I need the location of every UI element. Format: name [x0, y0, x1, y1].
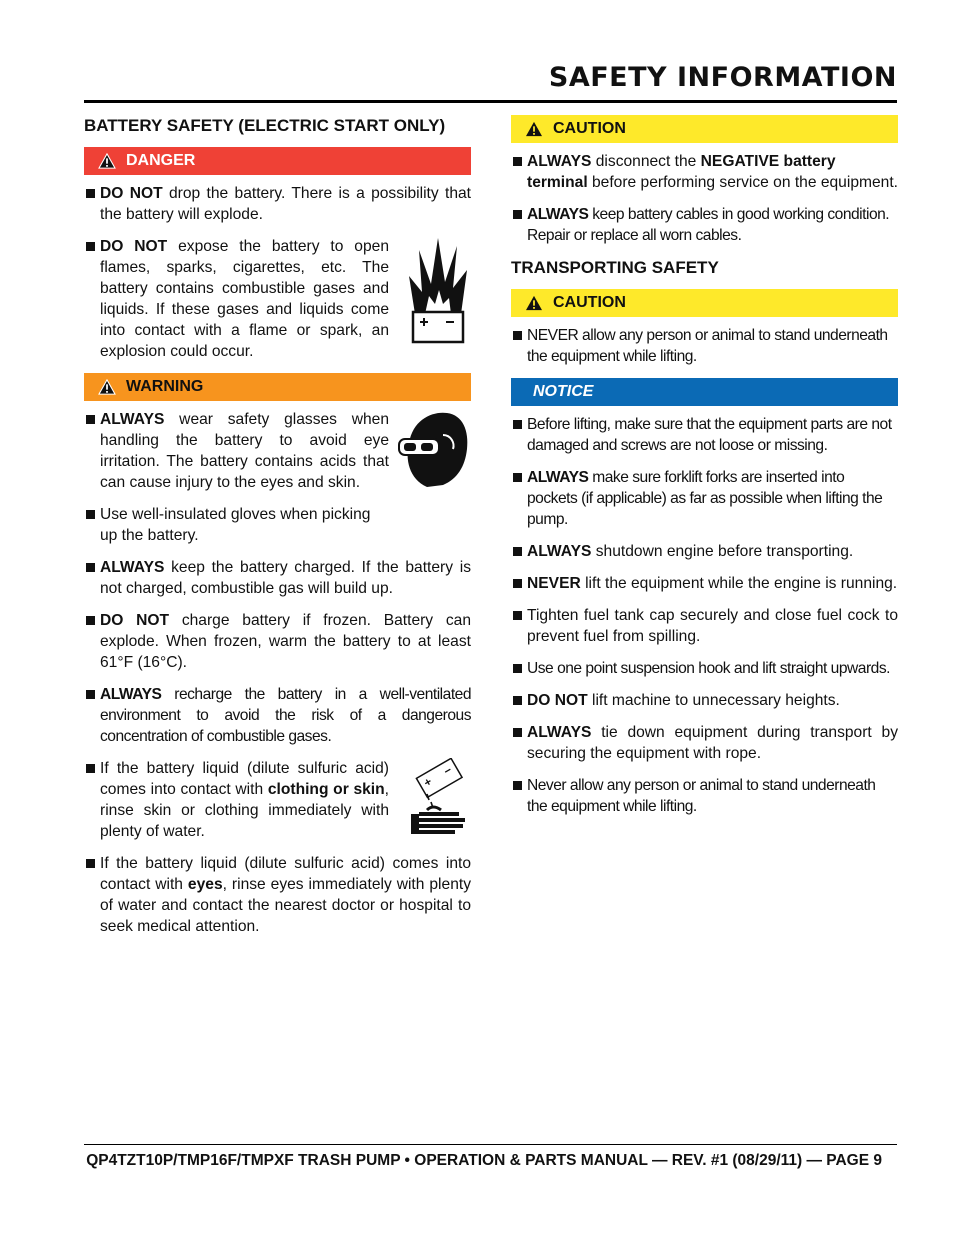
bullet-square-icon — [86, 764, 95, 773]
item-emphasis: ALWAYS — [527, 724, 592, 741]
list-item — [511, 325, 898, 367]
bullet-square-icon — [86, 859, 95, 868]
bullet-square-icon — [513, 728, 522, 737]
caution-banner — [511, 115, 898, 143]
battery-explosion-icon — [405, 236, 471, 348]
item-text: Before lifting, make sure that the equipment parts are not damaged and screws are not loose or missing. — [527, 416, 892, 454]
item-text: , rinse skin or clothing immediately with plenty of water. — [100, 781, 389, 840]
right-column — [511, 112, 898, 828]
list-item — [84, 409, 471, 493]
list-item — [511, 573, 898, 594]
item-text: Never allow any person or animal to stand underneath the equipment while lifting. — [527, 777, 876, 815]
list-item — [84, 236, 471, 362]
notice-banner — [511, 378, 898, 406]
warning-triangle-icon — [525, 121, 543, 137]
bullet-square-icon — [86, 510, 95, 519]
item-text: shutdown engine before transporting. — [591, 543, 854, 560]
item-text: lift the equipment while the engine is running. — [580, 575, 898, 592]
item-emphasis: ALWAYS — [100, 559, 165, 576]
left-column — [84, 112, 471, 948]
warning-label: WARNING — [126, 378, 204, 395]
list-item — [511, 151, 898, 193]
list-item — [511, 775, 898, 817]
bullet-square-icon — [513, 579, 522, 588]
bullet-square-icon — [86, 415, 95, 424]
bullet-square-icon — [86, 616, 95, 625]
item-emphasis: ALWAYS — [100, 686, 162, 703]
bullet-square-icon — [86, 563, 95, 572]
item-text: keep battery cables in good working condition. Repair or replace all worn cables. — [527, 206, 890, 244]
item-text: expose the battery to open flames, sparks, cigarettes, etc. The battery contains combustible gases and liquids. If these gases and liquids come into contact with a flame or spark, an explosion could occur. — [100, 238, 389, 360]
list-item — [511, 204, 898, 246]
warning-banner — [84, 373, 471, 401]
item-emphasis: ALWAYS — [100, 411, 165, 428]
danger-label: DANGER — [126, 152, 196, 169]
list-item — [511, 541, 898, 562]
page-title: SAFETY INFORMATION — [548, 62, 897, 93]
item-text: before performing service on the equipment. — [587, 174, 898, 191]
item-text: tie down equipment during transport by securing the equipment with rope. — [527, 724, 898, 762]
list-item — [511, 467, 898, 530]
bullet-square-icon — [513, 157, 522, 166]
list-item — [511, 414, 898, 456]
footer-divider — [84, 1144, 897, 1145]
list-item — [511, 722, 898, 764]
bullet-square-icon — [86, 690, 95, 699]
item-emphasis: eyes — [187, 876, 223, 893]
bullet-square-icon — [513, 781, 522, 790]
transporting-safety-heading: TRANSPORTING SAFETY — [511, 258, 719, 277]
item-text: disconnect the — [591, 153, 701, 170]
item-text: If the battery liquid (dilute sulfuric acid) comes into contact with — [100, 760, 389, 798]
warning-triangle-icon — [98, 379, 116, 395]
item-text: recharge the battery in a well-ventilated environment to avoid the risk of a dangerous concentration of combustible gases. — [100, 686, 471, 745]
item-text: Tighten fuel tank cap securely and close fuel cock to prevent fuel from spilling. — [527, 607, 898, 645]
battery-safety-heading: BATTERY SAFETY (ELECTRIC START ONLY) — [84, 116, 446, 135]
bullet-square-icon — [513, 420, 522, 429]
item-emphasis: DO NOT — [100, 612, 170, 629]
item-text: Use well-insulated gloves when picking up the battery. — [100, 506, 371, 544]
item-emphasis: DO NOT — [100, 185, 163, 202]
item-text: drop the battery. There is a possibility that the battery will explode. — [100, 185, 472, 223]
safety-glasses-icon — [397, 409, 471, 489]
item-text: make sure forklift forks are inserted into pockets (if applicable) as far as possible when lifting the pump. — [527, 469, 883, 528]
item-emphasis: DO NOT — [100, 238, 168, 255]
item-emphasis: ALWAYS — [527, 206, 589, 223]
item-text: wear safety glasses when handling the battery to avoid eye irritation. The battery contains acids that can cause injury to the eyes and skin. — [100, 411, 389, 491]
list-item — [84, 758, 471, 842]
item-emphasis: DO NOT — [527, 692, 588, 709]
item-emphasis: ALWAYS — [527, 153, 592, 170]
bullet-square-icon — [513, 611, 522, 620]
item-emphasis: ALWAYS — [527, 543, 592, 560]
list-item — [511, 690, 898, 711]
item-text: NEVER allow any person or animal to stand underneath the equipment while lifting. — [527, 327, 888, 365]
caution-banner — [511, 289, 898, 317]
list-item — [84, 684, 471, 747]
page-footer: QP4TZT10P/TMP16F/TMPXF TRASH PUMP • OPERATION & PARTS MANUAL — REV. #1 (08/29/11) — PAGE 9 — [86, 1152, 882, 1169]
caution-label: CAUTION — [553, 294, 626, 311]
list-item — [511, 605, 898, 647]
list-item — [84, 557, 471, 599]
bullet-square-icon — [86, 242, 95, 251]
item-emphasis: NEGATIVE battery terminal — [527, 153, 836, 191]
bullet-square-icon — [513, 664, 522, 673]
item-emphasis: clothing or skin — [267, 781, 385, 798]
item-text: Use one point suspension hook and lift straight upwards. — [527, 660, 890, 677]
item-text: charge battery if frozen. Battery can explode. When frozen, warm the battery to at least 61°F (16°C). — [100, 612, 472, 671]
danger-banner — [84, 147, 471, 175]
item-text: If the battery liquid (dilute sulfuric acid) comes into contact with — [100, 855, 471, 893]
item-text: keep the battery charged. If the battery is not charged, combustible gas will build up. — [100, 559, 471, 597]
item-text: lift machine to unnecessary heights. — [587, 692, 840, 709]
list-item — [84, 183, 471, 225]
bullet-square-icon — [513, 331, 522, 340]
caution-label: CAUTION — [553, 120, 626, 137]
item-emphasis: NEVER — [527, 575, 581, 592]
bullet-square-icon — [513, 473, 522, 482]
warning-triangle-icon — [525, 295, 543, 311]
acid-on-hand-icon — [397, 758, 471, 838]
item-emphasis: ALWAYS — [527, 469, 589, 486]
bullet-square-icon — [513, 210, 522, 219]
list-item — [84, 610, 471, 673]
bullet-square-icon — [86, 189, 95, 198]
list-item — [511, 658, 898, 679]
title-divider — [84, 100, 897, 103]
warning-triangle-icon — [98, 153, 116, 169]
notice-label: NOTICE — [533, 383, 594, 400]
bullet-square-icon — [513, 696, 522, 705]
bullet-square-icon — [513, 547, 522, 556]
list-item — [84, 853, 471, 937]
item-text: , rinse eyes immediately with plenty of water and contact the nearest doctor or hospital to seek medical attention. — [100, 876, 471, 935]
list-item — [84, 504, 471, 546]
